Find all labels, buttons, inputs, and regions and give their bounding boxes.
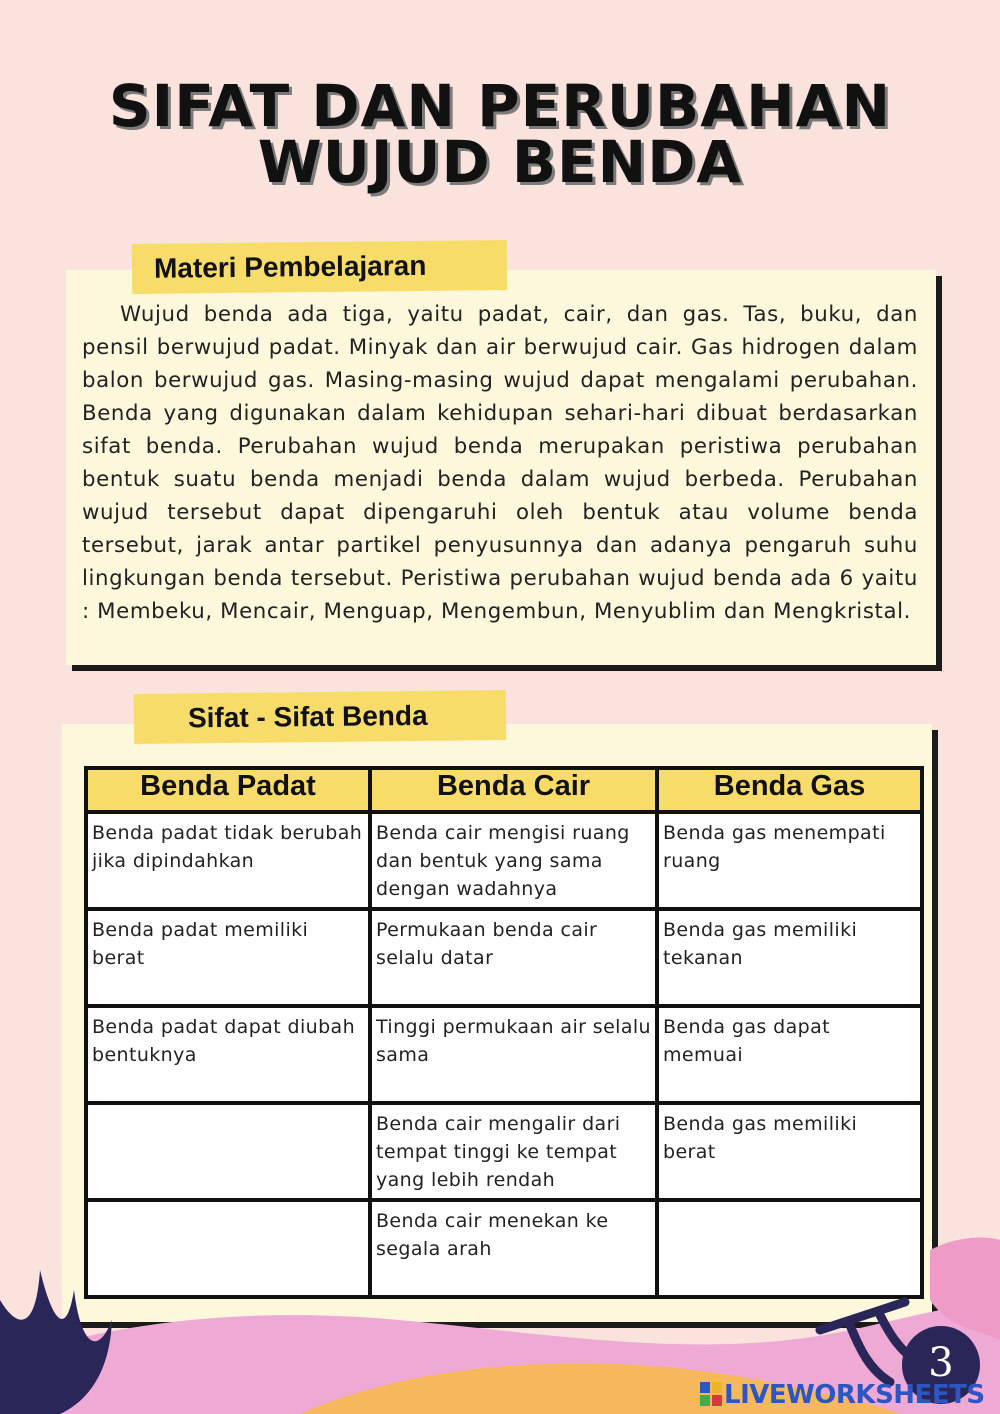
page-title-line-1: SIFAT DAN PERUBAHAN: [108, 72, 892, 140]
materi-heading: Materi Pembelajaran: [132, 240, 508, 294]
table-cell: Benda padat dapat diubah bentuknya: [86, 1006, 370, 1103]
table-cell: Permukaan benda cair selalu datar: [370, 909, 657, 1006]
table-row: [86, 1103, 922, 1200]
materi-paragraph: Wujud benda ada tiga, yaitu padat, cair, dan gas. Tas, buku, dan pensil berwujud padat. Minyak dan air berwujud cair. Gas hidrogen dalam balon berwujud gas. Masing-masing wujud dapat mengalami perubahan. Benda yang digunakan dalam kehidupan sehari-hari dibuat berdasarkan sifat benda. Perubahan wujud benda merupakan peristiwa perubahan bentuk suatu benda menjadi benda dalam wujud berbeda. Perubahan wujud tersebut dapat dipengaruhi oleh bentuk atau volume benda tersebut, jarak antar partikel penyusunnya dan adanya pengaruh suhu lingkungan benda tersebut. Peristiwa perubahan wujud benda ada 6 yaitu : Membeku, Mencair, Menguap, Mengembun, Menyublim dan Mengkristal.: [82, 302, 918, 624]
table-cell: Benda gas memiliki berat: [657, 1103, 922, 1200]
table-cell: Benda gas dapat memuai: [657, 1006, 922, 1103]
table-header-row: [86, 768, 922, 812]
table-cell: Benda cair mengalir dari tempat tinggi ke tempat yang lebih rendah: [370, 1103, 657, 1200]
table-cell: Benda padat memiliki berat: [86, 909, 370, 1006]
watermark-text: LIVEWORKSHEETS: [724, 1380, 985, 1410]
table-row: [86, 909, 922, 1006]
liveworksheets-logo-icon: [700, 1382, 722, 1406]
liveworksheets-watermark[interactable]: [700, 1380, 985, 1410]
table-cell: Benda cair mengisi ruang dan bentuk yang sama dengan wadahnya: [370, 812, 657, 909]
table-cell-empty: [86, 1103, 370, 1200]
table-row: [86, 812, 922, 909]
column-header-cair: Benda Cair: [370, 768, 657, 812]
column-header-gas: Benda Gas: [657, 768, 922, 812]
column-header-padat: Benda Padat: [86, 768, 370, 812]
table-cell: Benda padat tidak berubah jika dipindahkan: [86, 812, 370, 909]
table-cell: Benda gas memiliki tekanan: [657, 909, 922, 1006]
sifat-heading: Sifat - Sifat Benda: [134, 690, 507, 744]
page-number-badge: 3: [902, 1326, 980, 1404]
table-cell: Benda cair menekan ke segala arah: [370, 1200, 657, 1297]
page-title-line-2: WUJUD BENDA: [257, 128, 743, 196]
table-cell: Benda gas menempati ruang: [657, 812, 922, 909]
table-row: [86, 1006, 922, 1103]
table-cell: Tinggi permukaan air selalu sama: [370, 1006, 657, 1103]
